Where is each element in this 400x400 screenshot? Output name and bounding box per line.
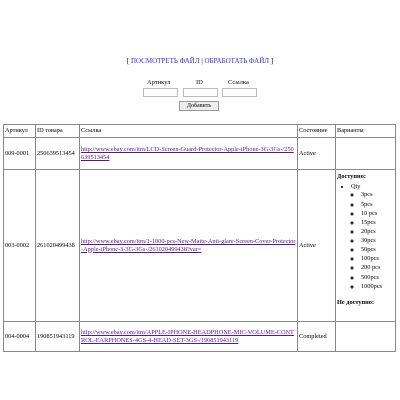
row-variants bbox=[336, 322, 396, 352]
nav-separator: | bbox=[201, 57, 203, 65]
add-button[interactable]: Добавить bbox=[179, 101, 219, 111]
qty-option: ◦ 5pcs bbox=[361, 200, 394, 209]
qty-option: ◦ 15pcs bbox=[361, 218, 394, 227]
table-row bbox=[4, 170, 396, 322]
header-status: Состояние bbox=[298, 125, 336, 138]
qty-option: ◦ 30pcs bbox=[361, 236, 394, 245]
available-label: Доступно: bbox=[337, 173, 366, 180]
qty-option: ◦ 200 pcs bbox=[361, 263, 394, 272]
sku-input[interactable] bbox=[143, 88, 178, 97]
sku-label: Артикул bbox=[147, 79, 171, 86]
table-row bbox=[4, 138, 396, 170]
row-link-cell bbox=[80, 170, 298, 322]
qty-option: ◦ 50pcs bbox=[361, 245, 394, 254]
header-variants: Варианты bbox=[336, 125, 396, 138]
qty-item bbox=[351, 183, 394, 291]
products-table bbox=[3, 124, 396, 352]
table-header-row bbox=[4, 125, 396, 138]
process-file-link[interactable]: ОБРАБОТАТЬ ФАЙЛ bbox=[204, 57, 269, 65]
view-file-link[interactable]: ПОСМОТРЕТЬ ФАЙЛ bbox=[130, 57, 200, 65]
row-status: Completed bbox=[298, 322, 336, 352]
qty-label: Qty bbox=[351, 183, 361, 191]
qty-option: ◦ 500pcs bbox=[361, 273, 394, 282]
unavailable-label: Не доступно: bbox=[337, 298, 375, 306]
top-nav bbox=[0, 57, 400, 65]
row-variants bbox=[336, 170, 396, 322]
qty-list bbox=[351, 183, 394, 291]
link-label: Ссылка bbox=[228, 79, 249, 86]
qty-options bbox=[361, 190, 394, 290]
header-link: Ссылка bbox=[80, 125, 298, 138]
table-row bbox=[4, 322, 396, 352]
row-id: 261020499438 bbox=[36, 170, 80, 322]
row-sku: 009-0001 bbox=[4, 138, 36, 170]
row-link-cell bbox=[80, 322, 298, 352]
row-variants bbox=[336, 138, 396, 170]
row-id: 250639513454 bbox=[36, 138, 80, 170]
header-id: ID товара bbox=[36, 125, 80, 138]
id-input[interactable] bbox=[183, 88, 218, 97]
qty-option: ◦ 10 pcs bbox=[361, 209, 394, 218]
row-sku: 003-0002 bbox=[4, 170, 36, 322]
row-status: Active bbox=[298, 138, 336, 170]
close-bracket: ] bbox=[270, 57, 274, 65]
row-sku: 004-0004 bbox=[4, 322, 36, 352]
link-input[interactable] bbox=[222, 88, 257, 97]
row-status: Active bbox=[298, 170, 336, 322]
row-link[interactable]: http://www.ebay.com/itm/APPLE-IPHONE-HEADPHONE-MIC-VOLUME-CONTROL-EARPHONES-4GS-4-HEAD-SET-3GS-/190851943119 bbox=[81, 329, 294, 344]
qty-option: ◦ 20pcs bbox=[361, 227, 394, 236]
row-id: 190851943119 bbox=[36, 322, 80, 352]
row-link[interactable]: http://www.ebay.com/itm/LCD-Screen-Guard-Protector-Apple-iPhone-3G-3Gs-/250639513454 bbox=[81, 146, 294, 161]
qty-option: ◦ 1000pcs bbox=[361, 282, 394, 291]
qty-option: ◦ 100pcs bbox=[361, 254, 394, 263]
header-sku: Артикул bbox=[4, 125, 36, 138]
qty-option: ◦ 3pcs bbox=[361, 190, 394, 199]
open-bracket: [ bbox=[126, 57, 130, 65]
id-label: ID bbox=[196, 79, 203, 86]
row-link-cell bbox=[80, 138, 298, 170]
row-link[interactable]: http://www.ebay.com/itm/1-1000-pcs-New-Matte-Anti-glare-Screen-Cover-Protector-Apple-iPhone-3-3G-3Gs-/261020499438?var= bbox=[81, 238, 296, 253]
